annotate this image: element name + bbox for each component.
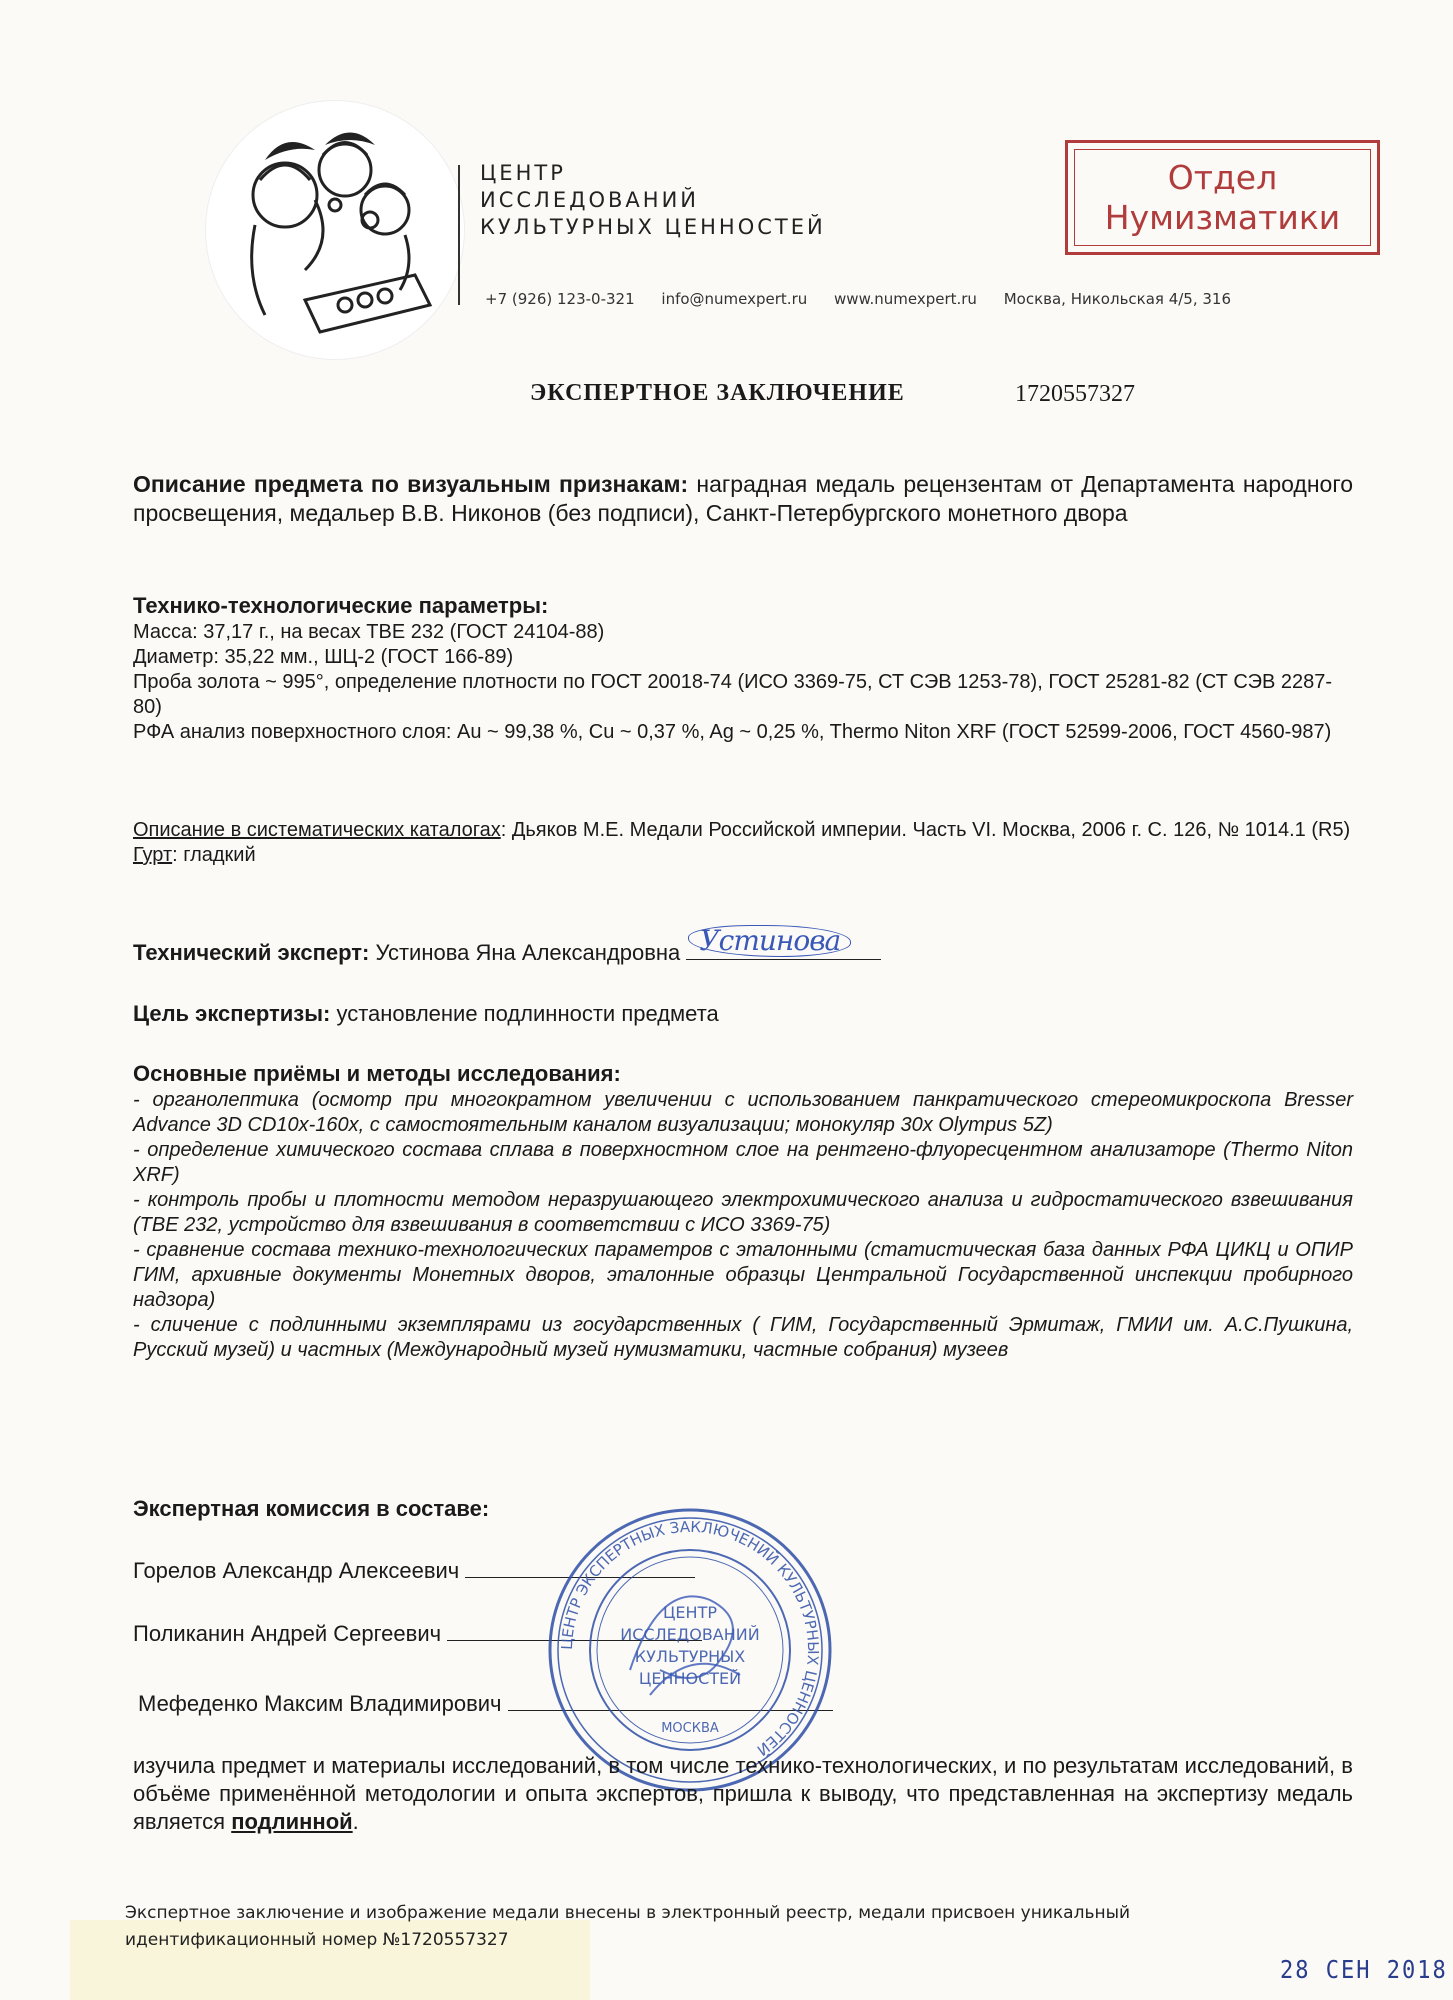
catalog-section (133, 818, 1353, 868)
conclusion-end: . (352, 1809, 359, 1834)
edge-label: Гурт (133, 844, 173, 866)
expert-label: Технический эксперт: (133, 940, 370, 965)
document-number: 1720557327 (1015, 381, 1135, 407)
department-line-1: Отдел (1167, 157, 1278, 197)
seal-inner-line-2: ИССЛЕДОВАНИЙ (620, 1625, 760, 1644)
seal-inner-line-1: ЦЕНТР (663, 1603, 717, 1622)
header-divider (458, 165, 460, 305)
date-stamp: 28 СЕН 2018 (1280, 1956, 1448, 1985)
center-name-line-1: ЦЕНТР (480, 161, 566, 185)
edge-text: : гладкий (172, 844, 256, 866)
description-section (133, 470, 1353, 528)
expert-name: Устинова Яна Александровна (375, 940, 681, 965)
method-item-2: - определение химического состава сплава в поверхностном слое на рентгено-флуоресцентном анализаторе (Thermo Niton XRF) (133, 1139, 1353, 1186)
technical-heading: Технико-технологические параметры: (133, 593, 549, 618)
website-link[interactable]: www.numexpert.ru (834, 290, 977, 308)
logo (205, 100, 465, 360)
method-item-4: - сравнение состава технико-технологических параметров с эталонными (статистическая база данных РФА ЦИКЦ и ОПИР ГИМ, архивные документы Монетных дворов, эталонные образцы Центральной Государственной инспекции пробирного надзора) (133, 1239, 1353, 1311)
method-item-1: - органолептика (осмотр при многократном увеличении с использованием панкратического стереомикроскопа Bresser Advance 3D CD10x-160x, с самостоятельным каналом визуализации; монокуляр 30x Olympus 5Z) (133, 1089, 1353, 1136)
seal-city: МОСКВА (661, 1721, 719, 1736)
member-name: Горелов Александр Алексеевич (133, 1558, 460, 1583)
catalog-label: Описание в систематических каталогах (133, 819, 501, 841)
verdict: подлинной (231, 1809, 353, 1834)
seal-inner-line-3: КУЛЬТУРНЫХ (634, 1647, 746, 1666)
center-name-line-3: КУЛЬТУРНЫХ ЦЕННОСТЕЙ (480, 215, 826, 239)
goal-label: Цель экспертизы: (133, 1001, 331, 1026)
method-item-3: - контроль пробы и плотности методом неразрушающего электрохимического анализа и гидростатического взвешивания (ТВЕ 232, устройство для взвешивания в соответствии с ИСО 3369-75) (133, 1189, 1353, 1236)
technical-line-3: Проба золота ~ 995°, определение плотности по ГОСТ 20018-74 (ИСО 3369-75, СТ СЭВ 1253-78), ГОСТ 25281-82 (СТ СЭВ 2287-80) (133, 671, 1333, 718)
conclusion-text: изучила предмет и материалы исследований, в том числе технико-технологических, и по результатам исследований, в объёме применённой методологии и опыта экспертов, пришла к выводу, что представленная на экспертизу медаль является (133, 1753, 1353, 1834)
contacts-bar (485, 290, 1253, 308)
methods-section (133, 1060, 1353, 1363)
department-stamp (1065, 140, 1380, 255)
method-item-5: - сличение с подлинными экземплярами из государственных ( ГИМ, Государственный Эрмитаж, ГМИИ им. А.С.Пушкина, Русский музей) и частных (Международный музей нумизматики, частные собрания) музеев (133, 1314, 1353, 1361)
technical-line-1: Масса: 37,17 г., на весах ТВЕ 232 (ГОСТ 24104-88) (133, 621, 605, 643)
seal-outer-text: ЦЕНТР ЭКСПЕРТНЫХ ЗАКЛЮЧЕНИЙ КУЛЬТУРНЫХ ЦЕННОСТЕЙ (557, 1517, 823, 1760)
member-name: Мефеденко Максим Владимирович (138, 1691, 502, 1716)
department-line-2: Нумизматики (1104, 197, 1341, 237)
goal-text: установление подлинности предмета (336, 1001, 719, 1026)
signature-scribble: Устинова (688, 925, 851, 957)
email-link[interactable]: info@numexpert.ru (661, 290, 808, 308)
technical-line-4: РФА анализ поверхностного слоя: Au ~ 99,38 %, Cu ~ 0,37 %, Ag ~ 0,25 %, Thermo Niton XRF (ГОСТ 52599-2006, ГОСТ 4560-987) (133, 721, 1332, 743)
logo-illustration-icon (205, 100, 465, 360)
commission-heading: Экспертная комиссия в составе: (133, 1496, 490, 1521)
phone: +7 (926) 123-0-321 (485, 290, 635, 308)
footer-line-2: идентификационный номер №1720557327 (125, 1930, 509, 1950)
document-title: ЭКСПЕРТНОЕ ЗАКЛЮЧЕНИЕ (530, 380, 905, 406)
address: Москва, Никольская 4/5, 316 (1003, 290, 1232, 308)
methods-heading: Основные приёмы и методы исследования: (133, 1061, 621, 1086)
expert-section (133, 924, 1353, 967)
member-name: Поликанин Андрей Сергеевич (133, 1621, 442, 1646)
description-text: наградная медаль рецензентам от Департамента народного просвещения, медальер В.В. Никонов (без подписи), Санкт-Петербургского монетного двора (133, 471, 1353, 526)
expert-signature (686, 924, 881, 960)
center-name (480, 160, 826, 241)
technical-line-2: Диаметр: 35,22 мм., ШЦ-2 (ГОСТ 166-89) (133, 646, 514, 668)
description-label: Описание предмета по визуальным признакам: (133, 471, 689, 497)
footer-note (125, 1900, 1365, 1954)
seal-inner-line-4: ЦЕННОСТЕЙ (638, 1669, 742, 1688)
technical-section (133, 592, 1353, 745)
center-name-line-2: ИССЛЕДОВАНИЙ (480, 188, 700, 212)
goal-section (133, 1000, 1353, 1028)
conclusion-section (133, 1752, 1353, 1836)
catalog-text: : Дьяков М.Е. Медали Российской империи. Часть VI. Москва, 2006 г. С. 126, № 1014.1 (R5) (500, 819, 1351, 841)
footer-line-1: Экспертное заключение и изображение медали внесены в электронный реестр, медали присвоен уникальный (125, 1903, 1131, 1923)
